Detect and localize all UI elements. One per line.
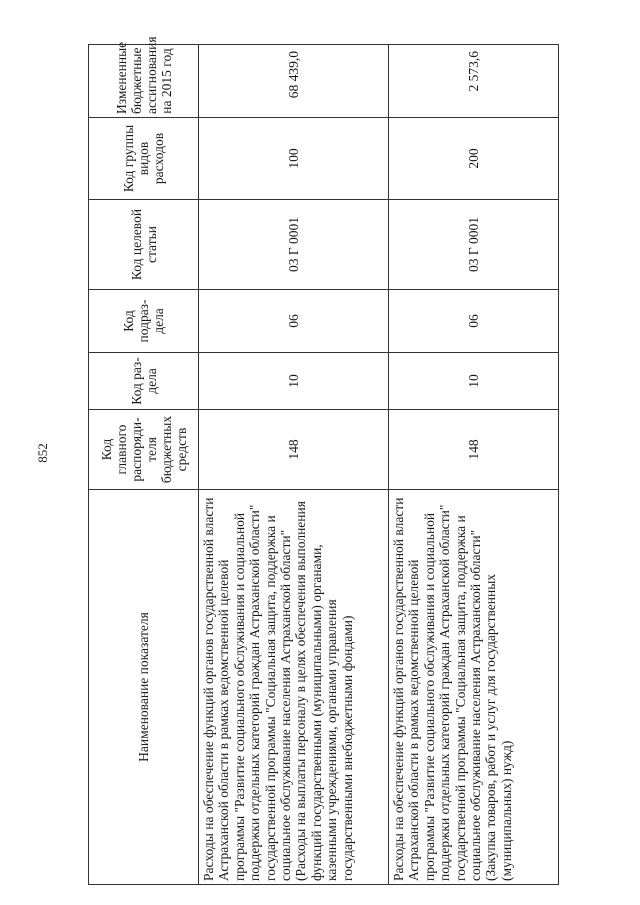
header-podrazdel: Код подраз-дела <box>89 290 199 353</box>
row-razdel: 10 <box>389 353 559 410</box>
row-name: Расходы на обеспечение функций органов государственной власти Астраханской области в рамках ведомственной целевой программы "Развитие социального обслуживания и социальной поддержки отдельных категорий граждан Астраханской области" государственной программы "Социальная защита, поддержка и социальное обслуживание населения Астраханской области" (Расходы на выплаты персоналу в целях обеспечения выполнения функций государственными (муниципальными) органами, казенными учреждениями, органами управления государственными внебюджетными фондами) <box>199 490 389 885</box>
row-grbs: 148 <box>199 410 389 490</box>
row-razdel: 10 <box>199 353 389 410</box>
header-name: Наименование показателя <box>89 490 199 885</box>
budget-table <box>88 36 559 885</box>
header-amount: Измененные бюджетные ассигнования на 2015 год <box>89 45 199 118</box>
rotated-table-wrapper <box>88 36 558 885</box>
row-name: Расходы на обеспечение функций органов государственной власти Астраханской области в рамках ведомственной целевой программы "Развитие социального обслуживания и социальной поддержки отдельных категорий граждан Астраханской области" государственной программы "Социальная защита, поддержка и социальное обслуживание населения Астраханской области" (Закупка товаров, работ и услуг для государственных (муниципальных) нужд) <box>389 490 559 885</box>
row-podrazdel: 06 <box>389 290 559 353</box>
header-cs: Код целевой статьи <box>89 200 199 290</box>
page-number: 852 <box>35 443 50 463</box>
row-vr: 200 <box>389 118 559 200</box>
row-amount: 2 573,6 <box>389 45 559 118</box>
row-grbs: 148 <box>389 410 559 490</box>
row-podrazdel: 06 <box>199 290 389 353</box>
row-cs: 03 Г 0001 <box>389 200 559 290</box>
row-amount: 68 439,0 <box>199 45 389 118</box>
header-razdel: Код раз-дела <box>89 353 199 410</box>
header-vr: Код группы видов расходов <box>89 118 199 200</box>
table-row <box>199 45 389 885</box>
header-grbs: Код главного распоряди-теля бюджетных средств <box>89 410 199 490</box>
table-row <box>389 45 559 885</box>
table-header-row <box>89 45 199 885</box>
row-cs: 03 Г 0001 <box>199 200 389 290</box>
row-vr: 100 <box>199 118 389 200</box>
